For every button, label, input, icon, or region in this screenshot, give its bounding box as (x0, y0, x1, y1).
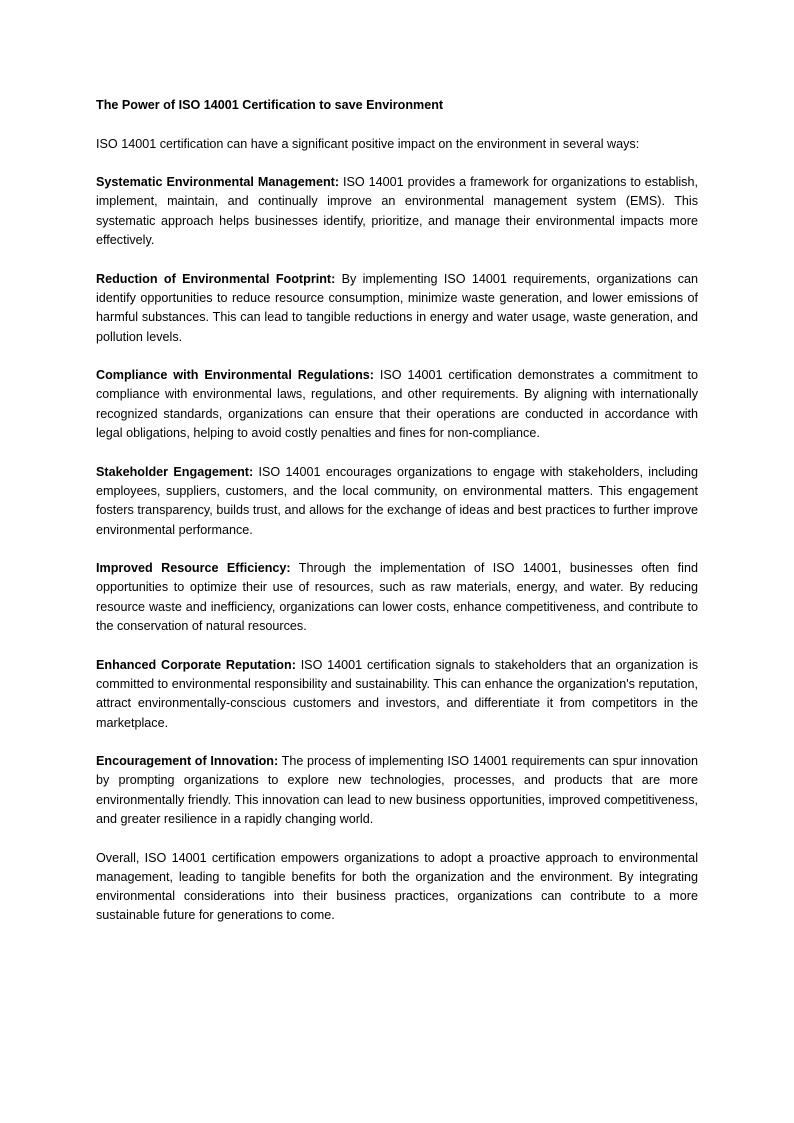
section-heading: Encouragement of Innovation: (96, 754, 279, 769)
document-title: The Power of ISO 14001 Certification to save Environment (96, 98, 444, 112)
section-stakeholder-engagement (96, 463, 698, 540)
section-heading: Reduction of Environmental Footprint: (96, 271, 336, 286)
section-text: Through the implementation of ISO 14001, businesses often find opportunities to optimize their use of resources, such as raw materials, energy, and water. By reducing resource waste and inefficiency, organizations can lower costs, enhance competitiveness, and contribute to the conservation of natural resources. (96, 561, 698, 634)
section-text: ISO 14001 provides a framework for organizations to establish, implement, maintain, and continually improve an environmental management system (EMS). This systematic approach helps businesses identify, prioritize, and manage their environmental impacts more effectively. (96, 175, 698, 248)
section-text: The process of implementing ISO 14001 requirements can spur innovation by prompting organizations to explore new technologies, processes, and products that are more environmentally friendly. This innovation can lead to new business opportunities, improved competitiveness, and greater resilience in a rapidly changing world. (96, 754, 698, 826)
section-corporate-reputation (96, 656, 698, 733)
section-heading: Systematic Environmental Management: (96, 175, 340, 190)
section-innovation (96, 752, 698, 829)
document-page (96, 96, 698, 945)
section-systematic-management (96, 173, 698, 250)
section-heading: Stakeholder Engagement: (96, 464, 254, 479)
section-footprint-reduction (96, 270, 698, 347)
section-heading: Improved Resource Efficiency: (96, 561, 291, 576)
intro-paragraph: ISO 14001 certification can have a significant positive impact on the environment in several ways: (96, 136, 640, 151)
section-text: ISO 14001 encourages organizations to engage with stakeholders, including employees, suppliers, customers, and the local community, on environmental matters. This engagement fosters transparency, builds trust, and allows for the exchange of ideas and best practices to further improve environmental performance. (96, 464, 698, 537)
conclusion-paragraph: Overall, ISO 14001 certification empowers organizations to adopt a proactive approach to environmental management, leading to tangible benefits for both the organization and the environment. By integrating environmental considerations into their business practices, organizations can contribute to a more sustainable future for generations to come. (96, 850, 698, 923)
section-regulatory-compliance (96, 366, 698, 443)
section-resource-efficiency (96, 559, 698, 636)
section-text: ISO 14001 certification demonstrates a commitment to compliance with environmental laws, regulations, and other requirements. By aligning with internationally recognized standards, organizations can ensure that their operations are conducted in accordance with legal obligations, helping to avoid costly penalties and fines for non-compliance. (96, 368, 698, 441)
section-text: By implementing ISO 14001 requirements, organizations can identify opportunities to reduce resource consumption, minimize waste generation, and lower emissions of harmful substances. This can lead to tangible reductions in energy and water usage, waste generation, and pollution levels. (96, 271, 699, 344)
section-text: ISO 14001 certification signals to stakeholders that an organization is committed to environmental responsibility and sustainability. This can enhance the organization's reputation, attract environmentally-conscious customers and investors, and differentiate it from competitors in the marketplace. (96, 657, 699, 730)
section-heading: Enhanced Corporate Reputation: (96, 657, 296, 672)
section-heading: Compliance with Environmental Regulations: (96, 368, 374, 383)
